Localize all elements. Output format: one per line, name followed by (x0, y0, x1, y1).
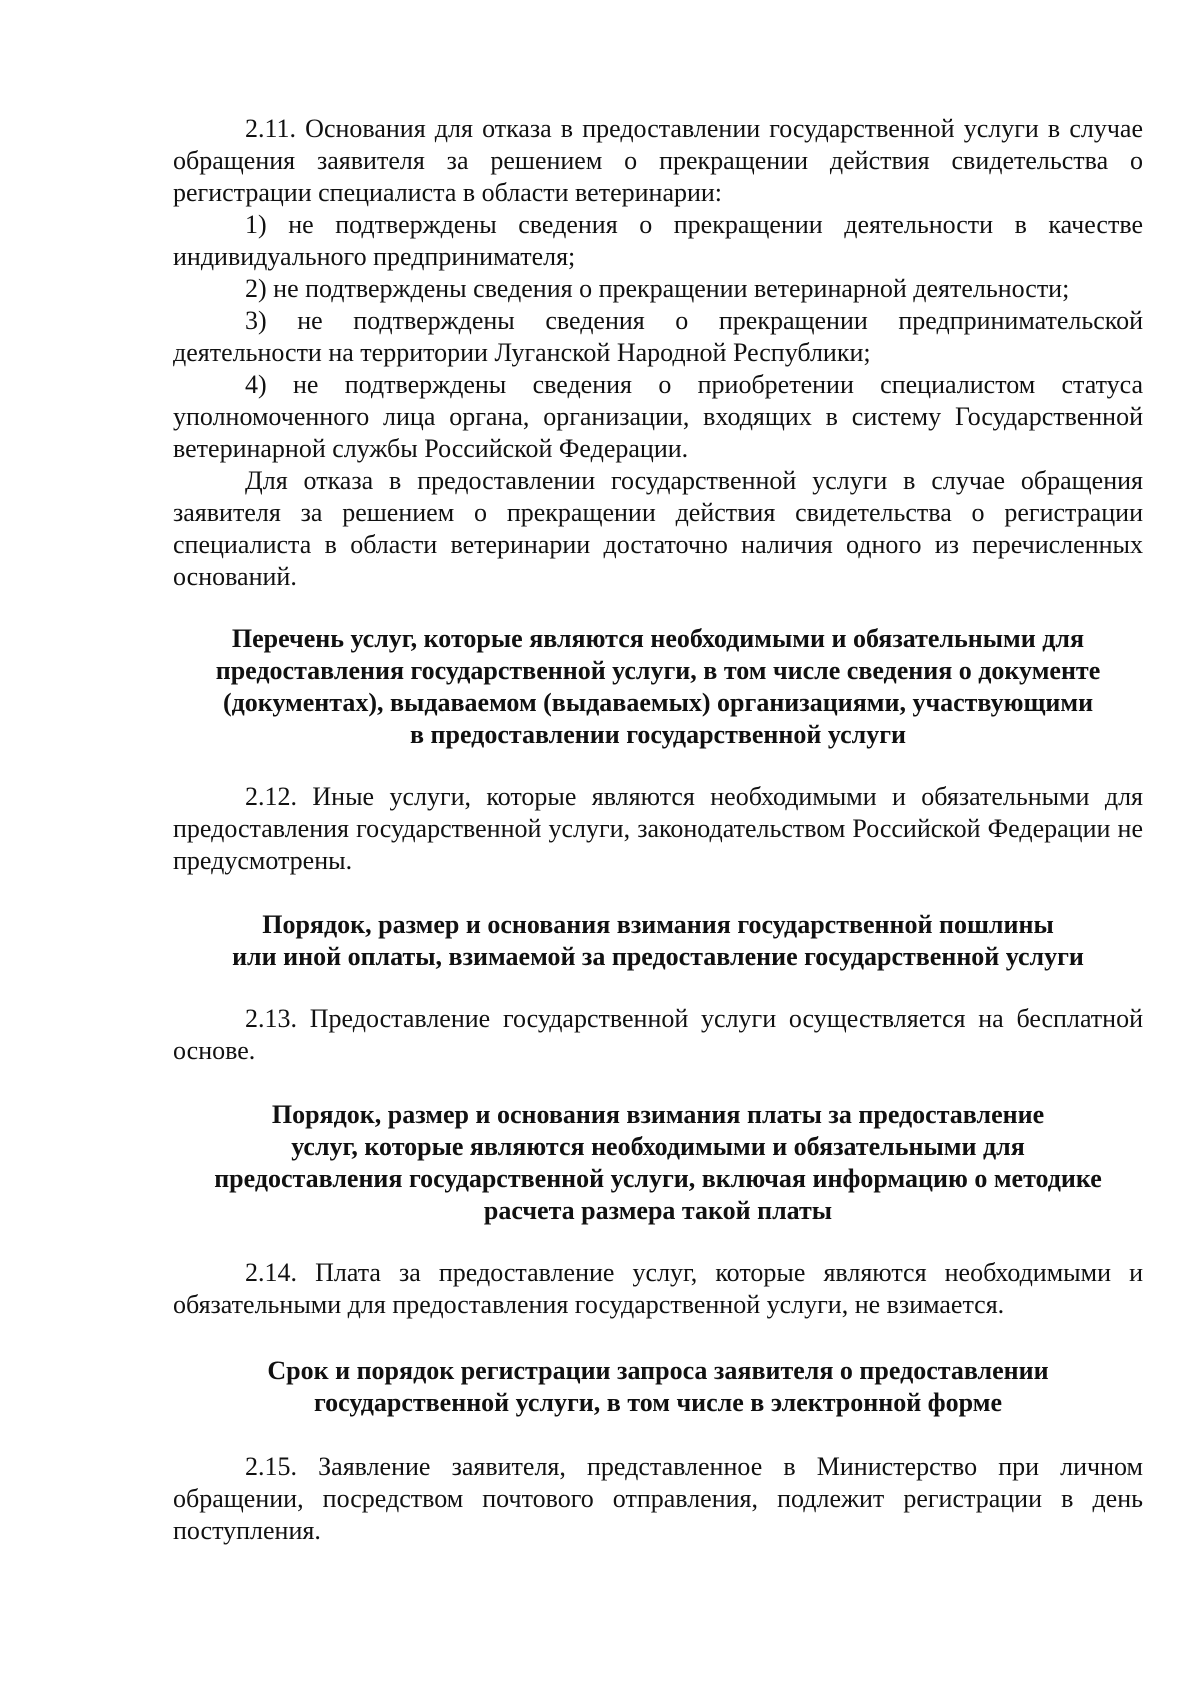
heading-line: Перечень услуг, которые являются необходимыми и обязательными для (231, 624, 1085, 653)
paragraph-2-14: 2.14. Плата за предоставление услуг, которые являются необходимыми и обязательными для предоставления государственной услуги, не взимается. (173, 1258, 1143, 1319)
list-item-3: 3) не подтверждены сведения о прекращении предпринимательской деятельности на территории Луганской Народной Республики; (173, 306, 1143, 367)
heading-fee (173, 909, 1143, 973)
heading-services-list (173, 623, 1143, 751)
heading-line: государственной услуги, в том числе в электронной форме (314, 1388, 1002, 1417)
paragraph-2-13: 2.13. Предоставление государственной услуги осуществляется на бесплатной основе. (173, 1004, 1143, 1065)
heading-payment (173, 1099, 1143, 1227)
heading-line: Порядок, размер и основания взимания государственной пошлины (262, 910, 1054, 939)
heading-line: или иной оплаты, взимаемой за предоставление государственной услуги (232, 942, 1084, 971)
heading-line: услуг, которые являются необходимыми и обязательными для (291, 1132, 1025, 1161)
heading-line: расчета размера такой платы (483, 1196, 833, 1225)
list-item-2: 2) не подтверждены сведения о прекращении ветеринарной деятельности; (245, 274, 1070, 303)
heading-line: Порядок, размер и основания взимания платы за предоставление (271, 1100, 1045, 1129)
list-item-1: 1) не подтверждены сведения о прекращении деятельности в качестве индивидуального предпринимателя; (173, 210, 1143, 271)
document-page (173, 113, 1143, 1547)
heading-registration (173, 1355, 1143, 1419)
heading-line: предоставления государственной услуги, в том числе сведения о документе (215, 656, 1101, 685)
heading-line: (документах), выдаваемом (выдаваемых) организациями, участвующими (222, 688, 1094, 717)
paragraph-2-12: 2.12. Иные услуги, которые являются необходимыми и обязательными для предоставления государственной услуги, законодательством Российской Федерации не предусмотрены. (173, 782, 1143, 875)
paragraph-2-15: 2.15. Заявление заявителя, представленное в Министерство при личном обращении, посредством почтового отправления, подлежит регистрации в день поступления. (173, 1452, 1143, 1545)
heading-line: в предоставлении государственной услуги (409, 720, 906, 749)
paragraph-2-11-conclusion: Для отказа в предоставлении государственной услуги в случае обращения заявителя за решением о прекращении действия свидетельства о регистрации специалиста в области ветеринарии достаточно наличия одного из перечисленных оснований. (173, 466, 1143, 591)
heading-line: предоставления государственной услуги, включая информацию о методике (214, 1164, 1102, 1193)
list-item-4: 4) не подтверждены сведения о приобретении специалистом статуса уполномоченного лица органа, организации, входящих в систему Государственной ветеринарной службы Российской Федерации. (173, 370, 1143, 463)
heading-line: Срок и порядок регистрации запроса заявителя о предоставлении (267, 1356, 1049, 1385)
paragraph-2-11-intro: 2.11. Основания для отказа в предоставлении государственной услуги в случае обращения заявителя за решением о прекращении действия свидетельства о регистрации специалиста в области ветеринарии: (173, 114, 1143, 207)
